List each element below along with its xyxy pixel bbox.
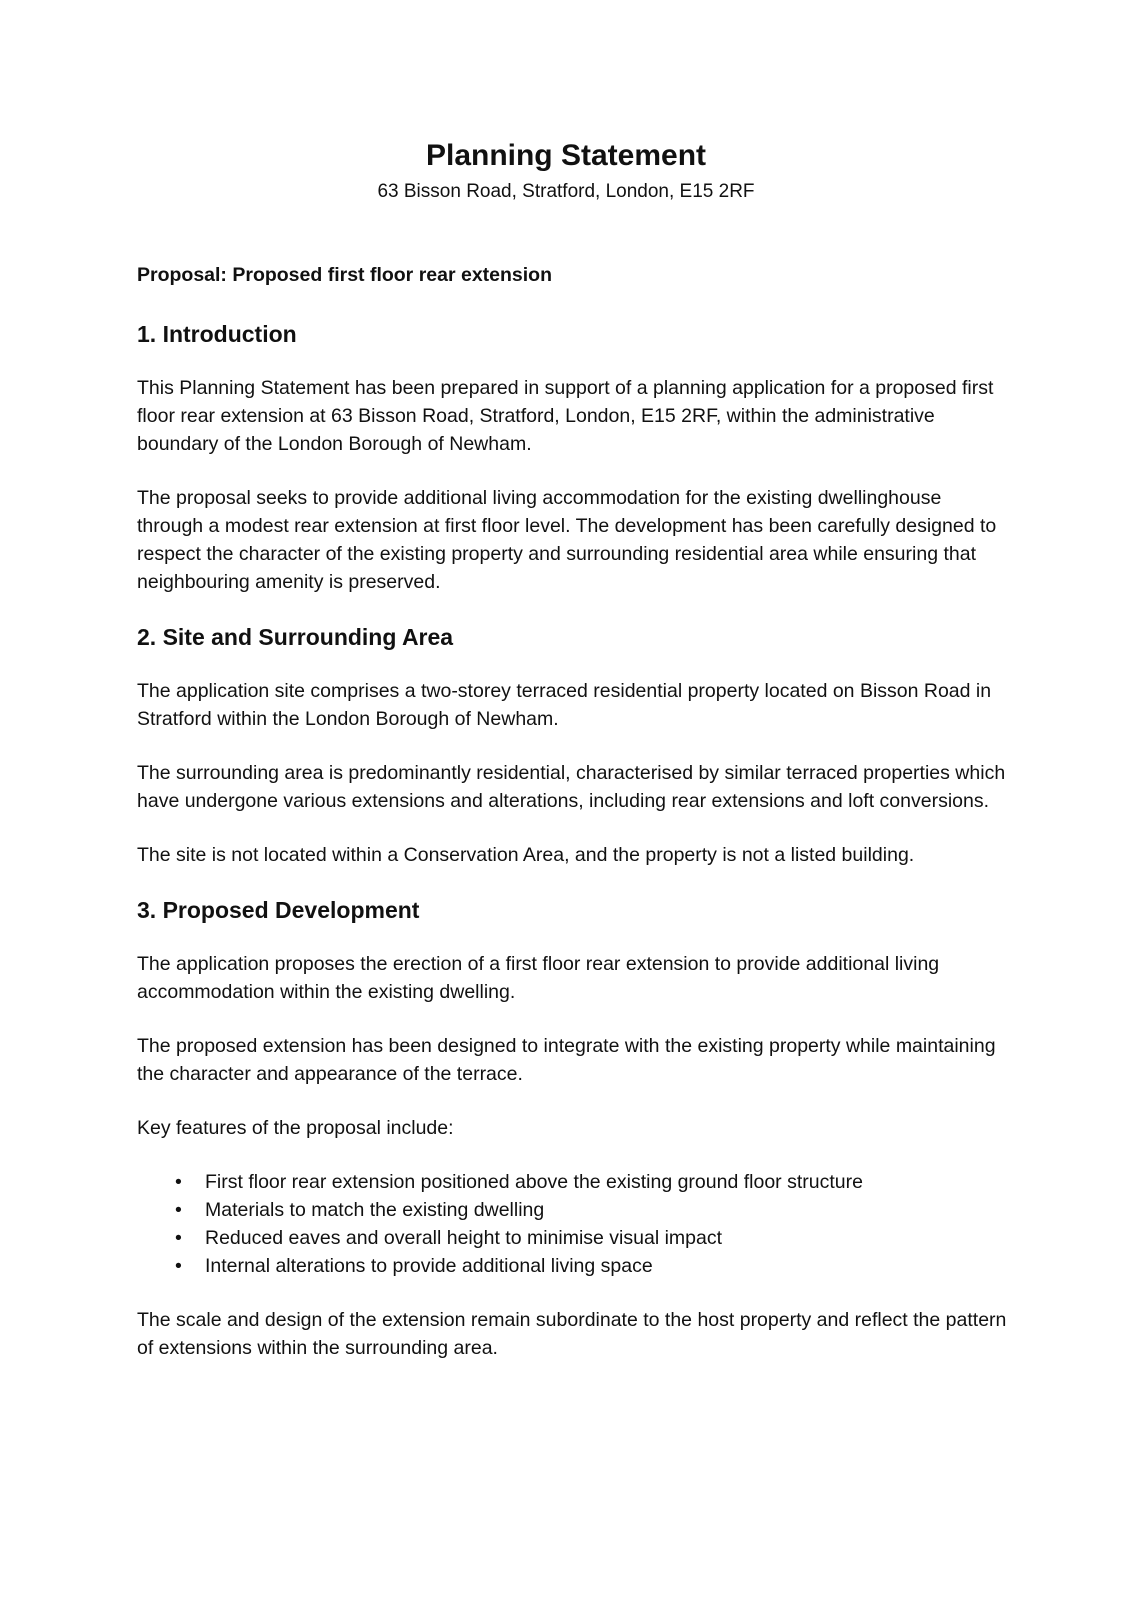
paragraph: The scale and design of the extension remain subordinate to the host property and reflect the pattern of extensions within the surrounding area. xyxy=(137,1309,1007,1359)
document-title: Planning Statement xyxy=(425,139,707,172)
list-item xyxy=(175,1252,1007,1280)
key-features-list xyxy=(137,1168,1007,1280)
paragraph: The site is not located within a Conservation Area, and the property is not a listed building. xyxy=(137,844,915,866)
list-item-text: First floor rear extension positioned above the existing ground floor structure xyxy=(205,1171,863,1193)
bullet-icon: • xyxy=(175,1199,182,1221)
list-item xyxy=(175,1196,1007,1224)
paragraph: The application proposes the erection of a first floor rear extension to provide additional living accommodation within the existing dwelling. xyxy=(137,953,940,1003)
document-body xyxy=(137,261,1007,1388)
paragraph: Key features of the proposal include: xyxy=(137,1117,454,1139)
paragraph: The proposed extension has been designed to integrate with the existing property while maintaining the character and appearance of the terrace. xyxy=(137,1035,996,1085)
section-site-and-surrounding-area xyxy=(137,622,1007,869)
bullet-icon: • xyxy=(175,1255,182,1277)
list-item-text: Materials to match the existing dwelling xyxy=(205,1199,545,1221)
section-proposed-development xyxy=(137,895,1007,1362)
paragraph: This Planning Statement has been prepared in support of a planning application for a proposed first floor rear extension at 63 Bisson Road, Stratford, London, E15 2RF, within the administrative boundary of the London Borough of Newham. xyxy=(137,377,994,455)
list-item-text: Internal alterations to provide additional living space xyxy=(205,1255,653,1277)
list-item-text: Reduced eaves and overall height to minimise visual impact xyxy=(205,1227,723,1249)
section-introduction xyxy=(137,319,1007,596)
section-heading: 1. Introduction xyxy=(137,321,297,347)
paragraph: The surrounding area is predominantly residential, characterised by similar terraced properties which have undergone various extensions and alterations, including rear extensions and loft conversions. xyxy=(137,762,1006,812)
list-item xyxy=(175,1224,1007,1252)
bullet-icon: • xyxy=(175,1171,182,1193)
paragraph: The application site comprises a two-storey terraced residential property located on Bisson Road in Stratford within the London Borough of Newham. xyxy=(137,680,992,730)
list-item xyxy=(175,1168,1007,1196)
section-heading: 3. Proposed Development xyxy=(137,897,420,923)
site-address: 63 Bisson Road, Stratford, London, E15 2RF xyxy=(377,181,755,202)
proposal-line: Proposal: Proposed first floor rear extension xyxy=(137,264,553,286)
section-heading: 2. Site and Surrounding Area xyxy=(137,624,454,650)
paragraph: The proposal seeks to provide additional living accommodation for the existing dwellinghouse through a modest rear extension at first floor level. The development has been carefully designed to respect the character of the existing property and surrounding residential area while ensuring that neighbouring amenity is preserved. xyxy=(137,487,997,593)
bullet-icon: • xyxy=(175,1227,182,1249)
